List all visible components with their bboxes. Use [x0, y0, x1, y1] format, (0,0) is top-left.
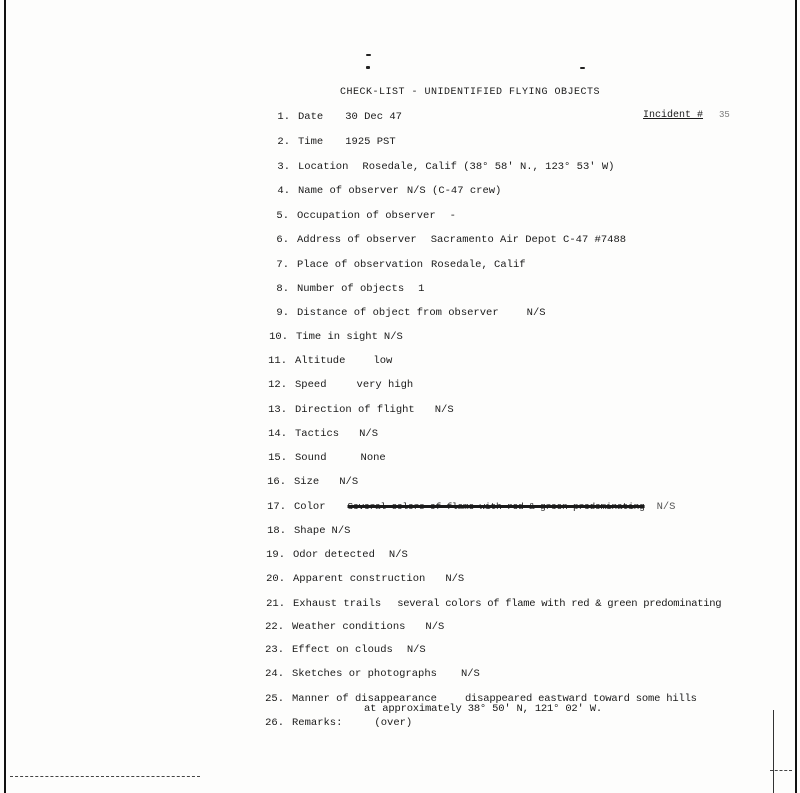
item-value: N/S (C-47 crew)	[406, 185, 502, 197]
item-number: 11.	[268, 355, 287, 367]
item-label: Exhaust trails	[293, 598, 382, 610]
item-number: 1.	[277, 111, 290, 123]
checklist-item-tactics	[268, 427, 379, 441]
item-label: Weather conditions	[292, 621, 406, 633]
checklist-item-odor	[266, 548, 408, 562]
scan-artifact-dash	[770, 770, 792, 771]
scan-border-left	[4, 0, 6, 793]
checklist-item-shape	[267, 524, 351, 538]
checklist-item-number-of-objects	[276, 282, 425, 296]
checklist-item-weather-conditions	[265, 620, 445, 634]
item-value: Rosedale, Calif (38° 58' N., 123° 53' W)	[362, 161, 615, 173]
item-label: Name of observer	[298, 185, 399, 197]
item-number: 18.	[267, 525, 286, 537]
item-number: 4.	[277, 185, 290, 197]
item-number: 8.	[276, 283, 289, 295]
scan-border-right	[795, 0, 797, 793]
checklist-item-place-of-observation	[276, 258, 526, 272]
item-number: 3.	[277, 161, 290, 173]
item-number: 5.	[276, 210, 289, 222]
checklist-item-sketches	[265, 667, 480, 681]
item-label: Size	[294, 476, 320, 488]
item-label: Color	[294, 501, 326, 513]
item-label: Number of objects	[297, 283, 405, 295]
item-value: N/S	[425, 621, 445, 633]
item-label: Sound	[295, 452, 327, 464]
item-label: Place of observation	[297, 259, 424, 271]
checklist-item-name-of-observer	[277, 184, 502, 198]
item-label: Altitude	[295, 355, 346, 367]
item-value: very high	[356, 379, 414, 391]
item-number: 13.	[268, 404, 287, 416]
item-number: 21.	[266, 598, 285, 610]
checklist-item-time	[277, 135, 396, 149]
item-value: -	[449, 210, 456, 222]
checklist-item-remarks	[265, 716, 413, 730]
checklist-item-sound	[268, 451, 386, 465]
item-label: Effect on clouds	[292, 644, 393, 656]
checklist-item-distance	[276, 306, 546, 320]
item-label: Time in sight	[296, 331, 378, 343]
incident-label: Incident #	[643, 110, 704, 121]
struck-out-text: Several colors of flame with red & green predominating	[347, 501, 645, 512]
checklist-item-date	[277, 110, 402, 124]
item-number: 6.	[276, 234, 289, 246]
checklist-item-altitude	[268, 354, 393, 368]
checklist-item-size	[267, 475, 359, 489]
item-number: 14.	[268, 428, 287, 440]
item-value: 1925 PST	[345, 136, 396, 148]
item-label: Direction of flight	[295, 404, 415, 416]
checklist-item-time-in-sight	[269, 330, 403, 344]
item-label: Time	[298, 136, 324, 148]
item-number: 12.	[268, 379, 287, 391]
item-value: N/S	[331, 525, 351, 537]
item-value: N/S	[388, 549, 408, 561]
item-value: N/S	[460, 668, 480, 680]
item-number: 2.	[277, 136, 290, 148]
item-number: 23.	[265, 644, 284, 656]
item-label: Remarks:	[292, 717, 343, 729]
item-number: 20.	[266, 573, 285, 585]
checklist-item-effect-on-clouds	[265, 643, 426, 657]
item-number: 26.	[265, 717, 284, 729]
item-value: N/S	[445, 573, 465, 585]
scan-speck	[366, 66, 370, 69]
item-number: 7.	[276, 259, 289, 271]
scan-speck	[366, 54, 371, 56]
checklist-item-exhaust-trails	[266, 597, 722, 611]
item-number: 16.	[267, 476, 286, 488]
item-number: 25.	[265, 693, 284, 705]
item-label: Odor detected	[293, 549, 375, 561]
item-number: 9.	[276, 307, 289, 319]
item-value: N/S	[656, 501, 676, 513]
item-label: Speed	[295, 379, 327, 391]
item-value: disappeared eastward toward some hills	[464, 693, 697, 705]
item-value: low	[373, 355, 393, 367]
item-value: N/S	[383, 331, 403, 343]
item-value: several colors of flame with red & green predominating	[397, 598, 722, 610]
item-value: 1	[418, 283, 425, 295]
scan-speck	[580, 67, 585, 69]
checklist-item-address	[276, 233, 627, 247]
item-number: 17.	[267, 501, 286, 513]
incident-number-field	[643, 110, 730, 121]
item-value: N/S	[406, 644, 426, 656]
item-number: 24.	[265, 668, 284, 680]
item-label: Occupation of observer	[297, 210, 436, 222]
item-value: None	[360, 452, 386, 464]
document-title: CHECK-LIST - UNIDENTIFIED FLYING OBJECTS	[340, 87, 601, 98]
item-value: Sacramento Air Depot C-47 #7488	[430, 234, 627, 246]
item-label: Address of observer	[297, 234, 417, 246]
item-value: N/S	[434, 404, 454, 416]
item-number: 19.	[266, 549, 285, 561]
checklist-item-occupation	[276, 209, 456, 223]
checklist-item-location	[277, 160, 615, 174]
scan-border-right-inner	[773, 710, 774, 793]
item-value: 30 Dec 47	[345, 111, 402, 123]
item-label: Location	[298, 161, 349, 173]
checklist-item-color	[267, 500, 676, 514]
checklist-item-direction-of-flight	[268, 403, 454, 417]
item-label: Date	[298, 111, 324, 123]
item-number: 22.	[265, 621, 284, 633]
item-value: N/S	[526, 307, 546, 319]
scan-artifact-dash	[10, 776, 200, 777]
item-value: N/S	[339, 476, 359, 488]
item-number: 15.	[268, 452, 287, 464]
item-value-continuation: at approximately 38° 50' N, 121° 02' W.	[364, 703, 602, 715]
item-value: N/S	[359, 428, 379, 440]
item-label: Tactics	[295, 428, 340, 440]
item-label: Apparent construction	[293, 573, 426, 585]
item-value: Rosedale, Calif	[431, 259, 526, 271]
item-label: Distance of object from observer	[297, 307, 499, 319]
checklist-item-apparent-construction	[266, 572, 465, 586]
item-label: Sketches or photographs	[292, 668, 437, 680]
item-number: 10.	[269, 331, 288, 343]
item-label: Manner of disappearance	[292, 693, 437, 705]
incident-number: 35	[719, 110, 730, 120]
item-label: Shape	[294, 525, 326, 537]
checklist-item-speed	[268, 378, 414, 392]
item-value: (over)	[374, 717, 413, 729]
